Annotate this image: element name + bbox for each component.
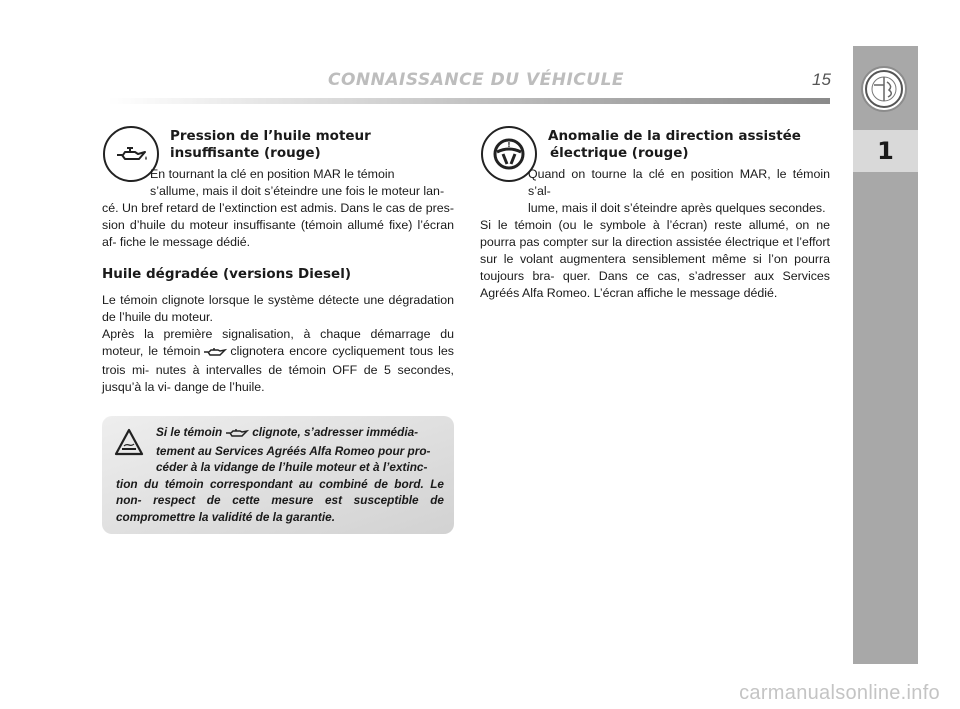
header-rule bbox=[108, 98, 830, 104]
oil-icon bbox=[225, 426, 249, 443]
watermark: carmanualsonline.info bbox=[739, 682, 940, 704]
alfa-romeo-logo bbox=[861, 66, 907, 112]
warning-text: Si le témoin clignote, s’adresser immédia- tement au Services Agréés Alfa Romeo pour pro- céder à la vidange de l’huile moteur et à l’extinc- tion du témoin correspondant au combiné de bord. Le non- respect de cette mesure est susceptible de compromettre la validité de la garantie. bbox=[116, 425, 444, 524]
chapter-number: 1 bbox=[853, 130, 918, 172]
oil-icon bbox=[203, 345, 227, 362]
svg-text:!: ! bbox=[507, 141, 511, 149]
power-steering-heading: Anomalie de la direction assistée électrique (rouge) bbox=[548, 128, 801, 161]
power-steering-paragraph: Quand on tourne la clé en position MAR, le témoin s’al- lume, mais il doit s’éteindre après quelques secondes. Si le témoin (ou le symbole à l’écran) reste allumé, on ne pourra pas compter sur la direction assistée électrique et l’effort sur le volant augmentera sensiblement même si l’on pourra toujours bra- quer. Dans ce cas, s’adresser aux Services Agréés Alfa Romeo. L’écran affiche le message dédié. bbox=[480, 167, 830, 300]
oil-pressure-paragraph: En tournant la clé en position MAR le témoin s’allume, mais il doit s’éteindre une fois le moteur lan- cé. Un bref retard de l’extinction est admis. Dans le cas de pres- sion d’huile du moteur insuffisante (témoin allumé fixe) l’écran af- fiche le message dédié. bbox=[102, 167, 454, 249]
oil-pressure-heading: Pression de l’huile moteur insuffisante (rouge) bbox=[170, 128, 371, 161]
degraded-oil-heading: Huile dégradée (versions Diesel) bbox=[102, 266, 351, 282]
page-number: 15 bbox=[812, 70, 831, 89]
degraded-oil-paragraph: Le témoin clignote lorsque le système détecte une dégradation de l’huile du moteur. Après la première signalisation, à chaque démarrage du moteur, le témoin clignotera encore cycliquement tous les trois mi- nutes à intervalles de témoin OFF de 5 secondes, jusqu’à la vi- dange de l’huile. bbox=[102, 293, 454, 394]
section-title: CONNAISSANCE DU VÉHICULE bbox=[328, 70, 625, 90]
